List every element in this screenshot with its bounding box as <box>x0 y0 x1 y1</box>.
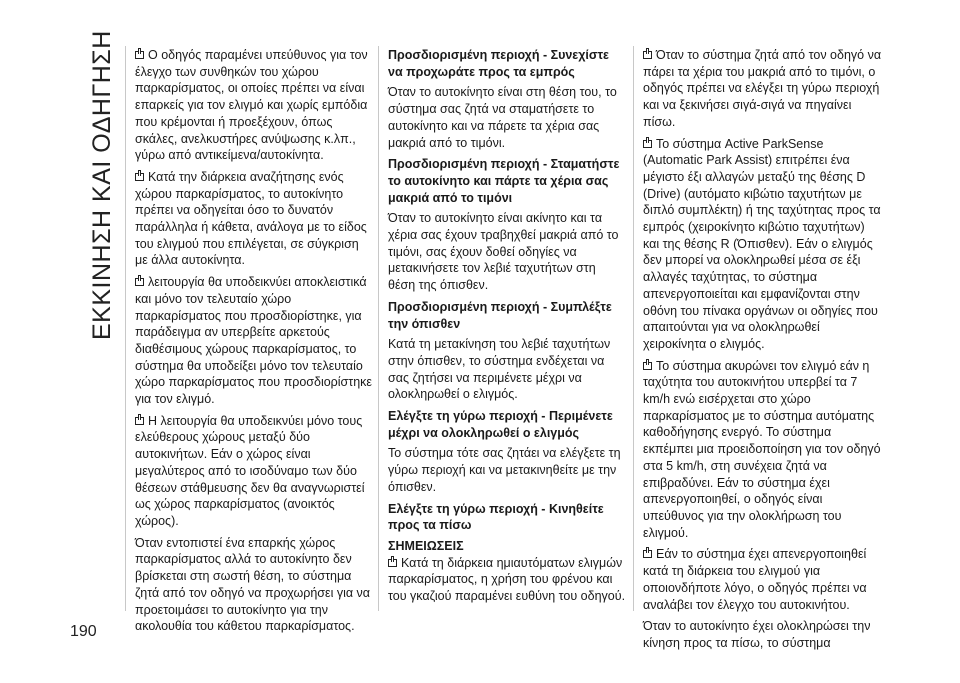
note-icon <box>135 51 144 59</box>
paragraph <box>135 47 373 164</box>
section-title-text: ΕΚΚΙΝΗΣΗ ΚΑΙ ΟΔΗΓΗΣΗ <box>88 30 116 340</box>
note-icon <box>643 362 652 370</box>
paragraph <box>135 274 373 408</box>
notes-heading: ΣΗΜΕΙΩΣΕΙΣ <box>388 538 464 553</box>
paragraph-text: Όταν το σύστημα ζητά από τον οδηγό να πάρει τα χέρια του μακριά από το τιμόνι, ο οδηγός πρέπει να ελέγξει τη γύρω περιοχή και να ξεκινήσει σιγά-σιγά να πηγαίνει πίσω. <box>643 48 882 129</box>
page-number: 190 <box>70 623 97 640</box>
text-column-2 <box>388 47 626 610</box>
paragraph: Όταν το αυτοκίνητο είναι στη θέση του, το σύστημα σας ζητά να σταματήσετε το αυτοκίνητο και να πάρετε τα χέρια σας μακριά από το τιμόνι. <box>388 85 617 150</box>
column-divider <box>125 46 126 611</box>
section-heading: Ελέγξτε τη γύρω περιοχή - Κινηθείτε προς τα πίσω <box>388 501 604 533</box>
paragraph <box>135 535 373 635</box>
section-heading: Προσδιορισμένη περιοχή - Σταματήστε το αυτοκίνητο και πάρτε τα χέρια σας μακριά από το τιμόνι <box>388 157 620 205</box>
paragraph-text: Το σύστημα Active ParkSense (Automatic Park Assist) επιτρέπει ένα μέγιστο έξι αλλαγών μεταξύ της θέσης D (Drive) (αυτόματο κιβώτιο ταχυτήτων με διπλό συμπλέκτη) ή της ταχύτητας προς τα εμπρός (χειροκίνητο κιβώτιο ταχυτήτων) και της θέσης R (Όπισθεν). Εάν ο ελιγμός δεν μπορεί να ολοκληρωθεί μέσα σε έξι αλλαγές ταχύτητας, το σύστημα απενεργοποιείται και εμφανίζονται στην οθόνη του πίνακα οργάνων οι οδηγίες που απαιτούνται για να ολοκληρωθεί χειροκίνητα ο ελιγμός. <box>643 136 881 351</box>
column-divider <box>378 46 379 611</box>
paragraph <box>643 47 883 131</box>
paragraph <box>135 413 373 530</box>
paragraph <box>388 555 626 605</box>
text-column-1 <box>135 47 373 640</box>
paragraph-text: Κατά τη διάρκεια ημιαυτόματων ελιγμών παρκαρίσματος, η χρήση του φρένου και του γκαζιού παραμένει ευθύνη του οδηγού. <box>388 555 626 604</box>
section-heading: Ελέγξτε τη γύρω περιοχή - Περιμένετε μέχρι να ολοκληρωθεί ο ελιγμός <box>388 409 613 440</box>
paragraph: Όταν το αυτοκίνητο έχει ολοκληρώσει την κίνηση προς τα πίσω, το σύστημα <box>643 619 871 650</box>
note-icon <box>643 550 652 558</box>
column-divider <box>633 46 634 611</box>
note-icon <box>388 559 397 567</box>
paragraph <box>643 136 883 353</box>
paragraph-text: λειτουργία θα υποδεικνύει αποκλειστικά και μόνο τον τελευταίο χώρο παρκαρίσματος που προσδιορίστηκε, για παράδειγμα αν υπερβείτε αρκετούς διαθέσιμους χώρους παρκαρίσματος, το σύστημα θα υποδείξει μόνο τον τελευταίο χώρο παρκαρίσματος που προσδιορίστηκε για τον ελιγμό. <box>135 275 372 407</box>
paragraph: Κατά τη μετακίνηση του λεβιέ ταχυτήτων στην όπισθεν, το σύστημα ενδέχεται να σας ζητήσει να περιμένετε μέχρι να ολοκληρωθεί ο ελιγμός. <box>388 337 611 402</box>
paragraph <box>643 546 883 613</box>
note-icon <box>643 140 652 148</box>
note-icon <box>135 278 144 286</box>
paragraph: Όταν το αυτοκίνητο είναι ακίνητο και τα χέρια σας έχουν τραβηχθεί μακριά από το τιμόνι, σας έχουν δοθεί οδηγίες να μετακινήσετε τον λεβιέ ταχυτήτων στη θέση της όπισθεν. <box>388 211 619 293</box>
paragraph <box>135 169 373 269</box>
paragraph-text: Κατά την διάρκεια αναζήτησης ενός χώρου παρκαρίσματος, το αυτοκίνητο πρέπει να οδηγείται όσο το δυνατόν παράλληλα ή κάθετα, ανάλογα με το είδος του ελιγμού που επιλέγεται, σε σύγκριση με άλλα αυτοκίνητα. <box>135 169 367 268</box>
note-icon <box>643 51 652 59</box>
section-title <box>88 30 118 340</box>
paragraph <box>643 358 883 542</box>
section-heading: Προσδιορισμένη περιοχή - Συνεχίστε να προχωράτε προς τα εμπρός <box>388 48 609 79</box>
paragraph-text: Εάν το σύστημα έχει απενεργοποιηθεί κατά τη διάρκεια του ελιγμού για οποιονδήποτε λόγο, ο οδηγός πρέπει να αναλάβει τον έλεγχο του αυτοκινήτου. <box>643 547 867 612</box>
paragraph-text: Όταν εντοπιστεί ένα επαρκής χώρος παρκαρίσματος αλλά το αυτοκίνητο δεν βρίσκεται στη σωστή θέση, το σύστημα ζητά από τον οδηγό να προχωρήσει για να προετοιμάσει το αυτοκίνητο για την ακολουθία του κάθετου παρκαρίσματος. <box>135 535 371 634</box>
note-icon <box>135 417 144 425</box>
section-heading: Προσδιορισμένη περιοχή - Συμπλέξτε την όπισθεν <box>388 299 612 331</box>
paragraph: Το σύστημα τότε σας ζητάει να ελέγξετε τη γύρω περιοχή και να μετακινηθείτε με την όπισθεν. <box>388 446 621 494</box>
paragraph-text: Το σύστημα ακυρώνει τον ελιγμό εάν η ταχύτητα του αυτοκινήτου υπερβεί τα 7 km/h ενώ εισέρχεται στο χώρο παρκαρίσματος με το σύστημα αυτόματης καθοδήγησης ενεργό. Το σύστημα εκπέμπει μια προειδοποίηση για τον οδηγό στα 5 km/h, στη συνέχεια ζητά να επιβραδύνει. Εάν το σύστημα έχει απενεργοποιηθεί, ο οδηγός είναι υπεύθυνος για την ολοκλήρωση του ελιγμού. <box>643 358 881 540</box>
note-icon <box>135 173 144 181</box>
paragraph-text: Ο οδηγός παραμένει υπεύθυνος για τον έλεγχο των συνθηκών του χώρου παρκαρίσματος, οι οποίες πρέπει να είναι επαρκείς για τον ελιγμό και χωρίς εμπόδια που κρέμονται ή προεξέχουν, όπως σκάλες, ανελκυστήρες ανύψωσης κ.λπ., γύρω από αντικείμενα/αυτοκίνητα. <box>135 48 368 163</box>
paragraph-text: Η λειτουργία θα υποδεικνύει μόνο τους ελεύθερους χώρους μεταξύ δύο αυτοκινήτων. Εάν ο χώρος είναι μεγαλύτερος από το ισοδύναμο των δύο θέσεων στάθμευσης δεν θα αναγνωριστεί ως χώρος παρκαρίσματος (ανοικτός χώρος). <box>135 413 365 528</box>
text-column-3 <box>643 47 883 657</box>
